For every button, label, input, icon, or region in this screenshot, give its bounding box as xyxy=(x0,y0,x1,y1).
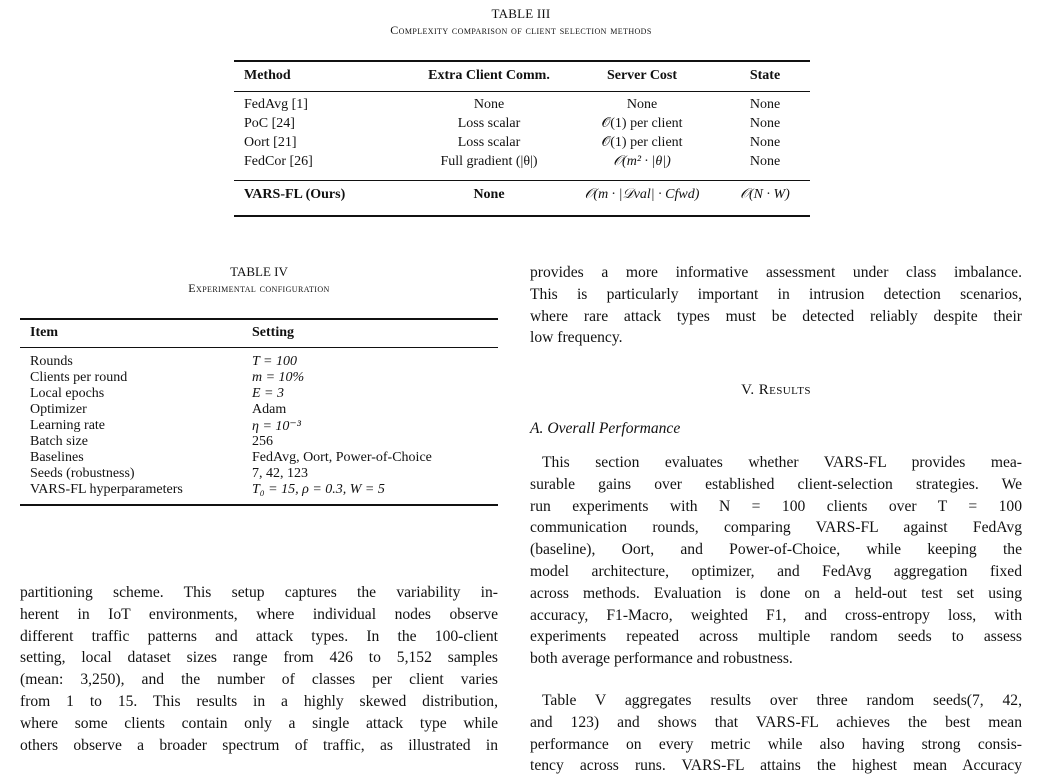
table3-cell: VARS-FL (Ours) xyxy=(244,187,346,202)
table4-cell: FedAvg, Oort, Power-of-Choice xyxy=(252,450,432,465)
table3-cell: None xyxy=(473,97,505,112)
text-line: (baseline), Oort, and Power-of-Choice, while keeping the xyxy=(530,541,1022,559)
table-row xyxy=(20,450,498,466)
text-line: different traffic patterns and attack types. In the 100-client xyxy=(20,627,498,645)
text-line: This section evaluates whether VARS-FL provides mea- xyxy=(542,454,1022,471)
table4-cell: η = 10⁻³ xyxy=(252,419,301,434)
table3-cell: None xyxy=(749,97,781,112)
table4-top-rule xyxy=(20,318,498,320)
table3-header-method: Method xyxy=(244,68,291,83)
text-line: Table V aggregates results over three random seeds(7, 42, xyxy=(542,692,1022,709)
text-line: performance on every metric while also having strong consis- xyxy=(530,735,1022,753)
text-line: This is particularly important in intrusion detection scenarios, xyxy=(530,285,1022,303)
table-row xyxy=(20,434,498,450)
table3-cell: Loss scalar xyxy=(457,116,521,131)
text-line: accuracy, F1-Macro, weighted F1, and cross-entropy loss, with xyxy=(530,606,1022,624)
table4-cell: T = 100 xyxy=(252,354,297,369)
text-line: surable gains over established client-selection strategies. We xyxy=(530,475,1022,493)
left-paragraph xyxy=(20,582,498,756)
table-row xyxy=(20,386,498,402)
table-row xyxy=(20,370,498,386)
text-line: model architecture, optimizer, and FedAvg aggregation fixed xyxy=(530,562,1022,580)
table4-cell: Seeds (robustness) xyxy=(30,466,135,481)
table3-cell: Loss scalar xyxy=(457,135,521,150)
table-row xyxy=(20,354,498,370)
table4-cell: Adam xyxy=(252,402,287,417)
table4-cell: 7, 42, 123 xyxy=(252,466,308,481)
text-line: low frequency. xyxy=(530,329,623,347)
table3-cell: 𝒪(1) per client xyxy=(601,135,683,150)
table4-bottom-rule xyxy=(20,504,498,506)
text-line: (mean: 3,250), and the number of classes per client varies xyxy=(20,671,498,689)
table3-bottom-rule xyxy=(234,215,810,217)
text-line: others observe a broader spectrum of traffic, as illustrated in xyxy=(20,736,498,754)
table3-cell: FedAvg [1] xyxy=(244,97,308,112)
table3-title: TABLE III xyxy=(491,6,551,21)
table4-cell: Clients per round xyxy=(30,370,128,385)
table4-cell: Batch size xyxy=(30,434,88,449)
table4-header-setting: Setting xyxy=(252,325,294,340)
table-row xyxy=(20,482,498,498)
text-line: provides a more informative assessment under class imbalance. xyxy=(530,264,1022,281)
table-row xyxy=(234,116,810,134)
text-line: communication rounds, comparing VARS-FL against FedAvg xyxy=(530,519,1022,537)
text-line: experiments repeated across multiple random seeds to assess xyxy=(530,628,1022,646)
text-line: run experiments with N = 100 clients over T = 100 xyxy=(530,497,1022,515)
table4-mid-rule xyxy=(20,347,498,348)
table-row xyxy=(20,466,498,482)
table4-cell: Rounds xyxy=(30,354,73,369)
table3-mid-rule xyxy=(234,91,810,92)
table3-caption: Complexity comparison of client selection methods xyxy=(390,23,652,37)
text-line: where some clients contain only a single attack type while xyxy=(20,714,498,732)
table3-cell: 𝒪(m² · |θ|) xyxy=(613,154,671,169)
table3-sep-rule xyxy=(234,180,810,181)
table-row xyxy=(20,402,498,418)
table3-cell: None xyxy=(626,97,658,112)
text-line: partitioning scheme. This setup captures the variability in- xyxy=(20,584,498,601)
text-line: both average performance and robustness. xyxy=(530,650,793,668)
text-line: where rare attack types must be detected reliably despite their xyxy=(530,307,1022,325)
table4-header-row xyxy=(20,325,498,341)
table4-cell: T₀ = 15, ρ = 0.3, W = 5 xyxy=(252,482,385,497)
subsection-title: A. Overall Performance xyxy=(530,420,681,437)
section-title: V. Results xyxy=(741,382,811,398)
table3-cell: FedCor [26] xyxy=(244,154,313,169)
table3-cell: Full gradient (|θ|) xyxy=(440,154,538,169)
table4-cell: Learning rate xyxy=(30,418,106,433)
table4-cell: VARS-FL hyperparameters xyxy=(30,482,183,497)
table-row xyxy=(20,418,498,434)
table3-header-comm: Extra Client Comm. xyxy=(428,68,550,83)
table3-cell: 𝒪(N · W) xyxy=(740,187,790,202)
table-row xyxy=(234,135,810,153)
table-row xyxy=(234,154,810,172)
right-paragraph-2 xyxy=(530,690,1022,777)
table3-cell: 𝒪(1) per client xyxy=(601,116,683,131)
table3-highlight-row xyxy=(234,187,810,205)
table3-top-rule xyxy=(234,60,810,62)
table4-cell: m = 10% xyxy=(252,370,305,385)
table3-header-row xyxy=(234,68,810,86)
text-line: setting, local dataset sizes range from 426 to 5,152 samples xyxy=(20,649,498,667)
table4-caption: Experimental configuration xyxy=(188,281,330,295)
table3-cell: None xyxy=(749,135,781,150)
table3-cell: Oort [21] xyxy=(244,135,297,150)
table3-header-state: State xyxy=(749,68,781,83)
text-line: and 123) and shows that VARS-FL achieves the best mean xyxy=(530,713,1022,731)
table3-header-cost: Server Cost xyxy=(606,68,678,83)
text-line: across methods. Evaluation is done on a held-out test set using xyxy=(530,584,1022,602)
table4-title: TABLE IV xyxy=(230,264,288,279)
table-row xyxy=(234,97,810,115)
text-line: herent in IoT environments, where individual nodes observe xyxy=(20,605,498,623)
text-line: from 1 to 15. This results in a highly skewed distribution, xyxy=(20,692,498,710)
table4-cell: 256 xyxy=(252,434,273,449)
table3-cell: PoC [24] xyxy=(244,116,295,131)
right-intro-paragraph xyxy=(530,262,1022,349)
right-paragraph-1 xyxy=(530,452,1022,670)
table4-header-item: Item xyxy=(30,325,58,340)
table3-cell: None xyxy=(473,187,505,202)
table3-cell: 𝒪(m · |𝒟val| · Cfwd) xyxy=(584,187,700,202)
table4-cell: Optimizer xyxy=(30,402,87,417)
table3-cell: None xyxy=(749,154,781,169)
text-line: tency across runs. VARS-FL attains the highest mean Accuracy xyxy=(530,757,1022,775)
table4-cell: Baselines xyxy=(30,450,84,465)
table4-cell: E = 3 xyxy=(252,386,284,401)
table4-cell: Local epochs xyxy=(30,386,105,401)
table3-cell: None xyxy=(749,116,781,131)
